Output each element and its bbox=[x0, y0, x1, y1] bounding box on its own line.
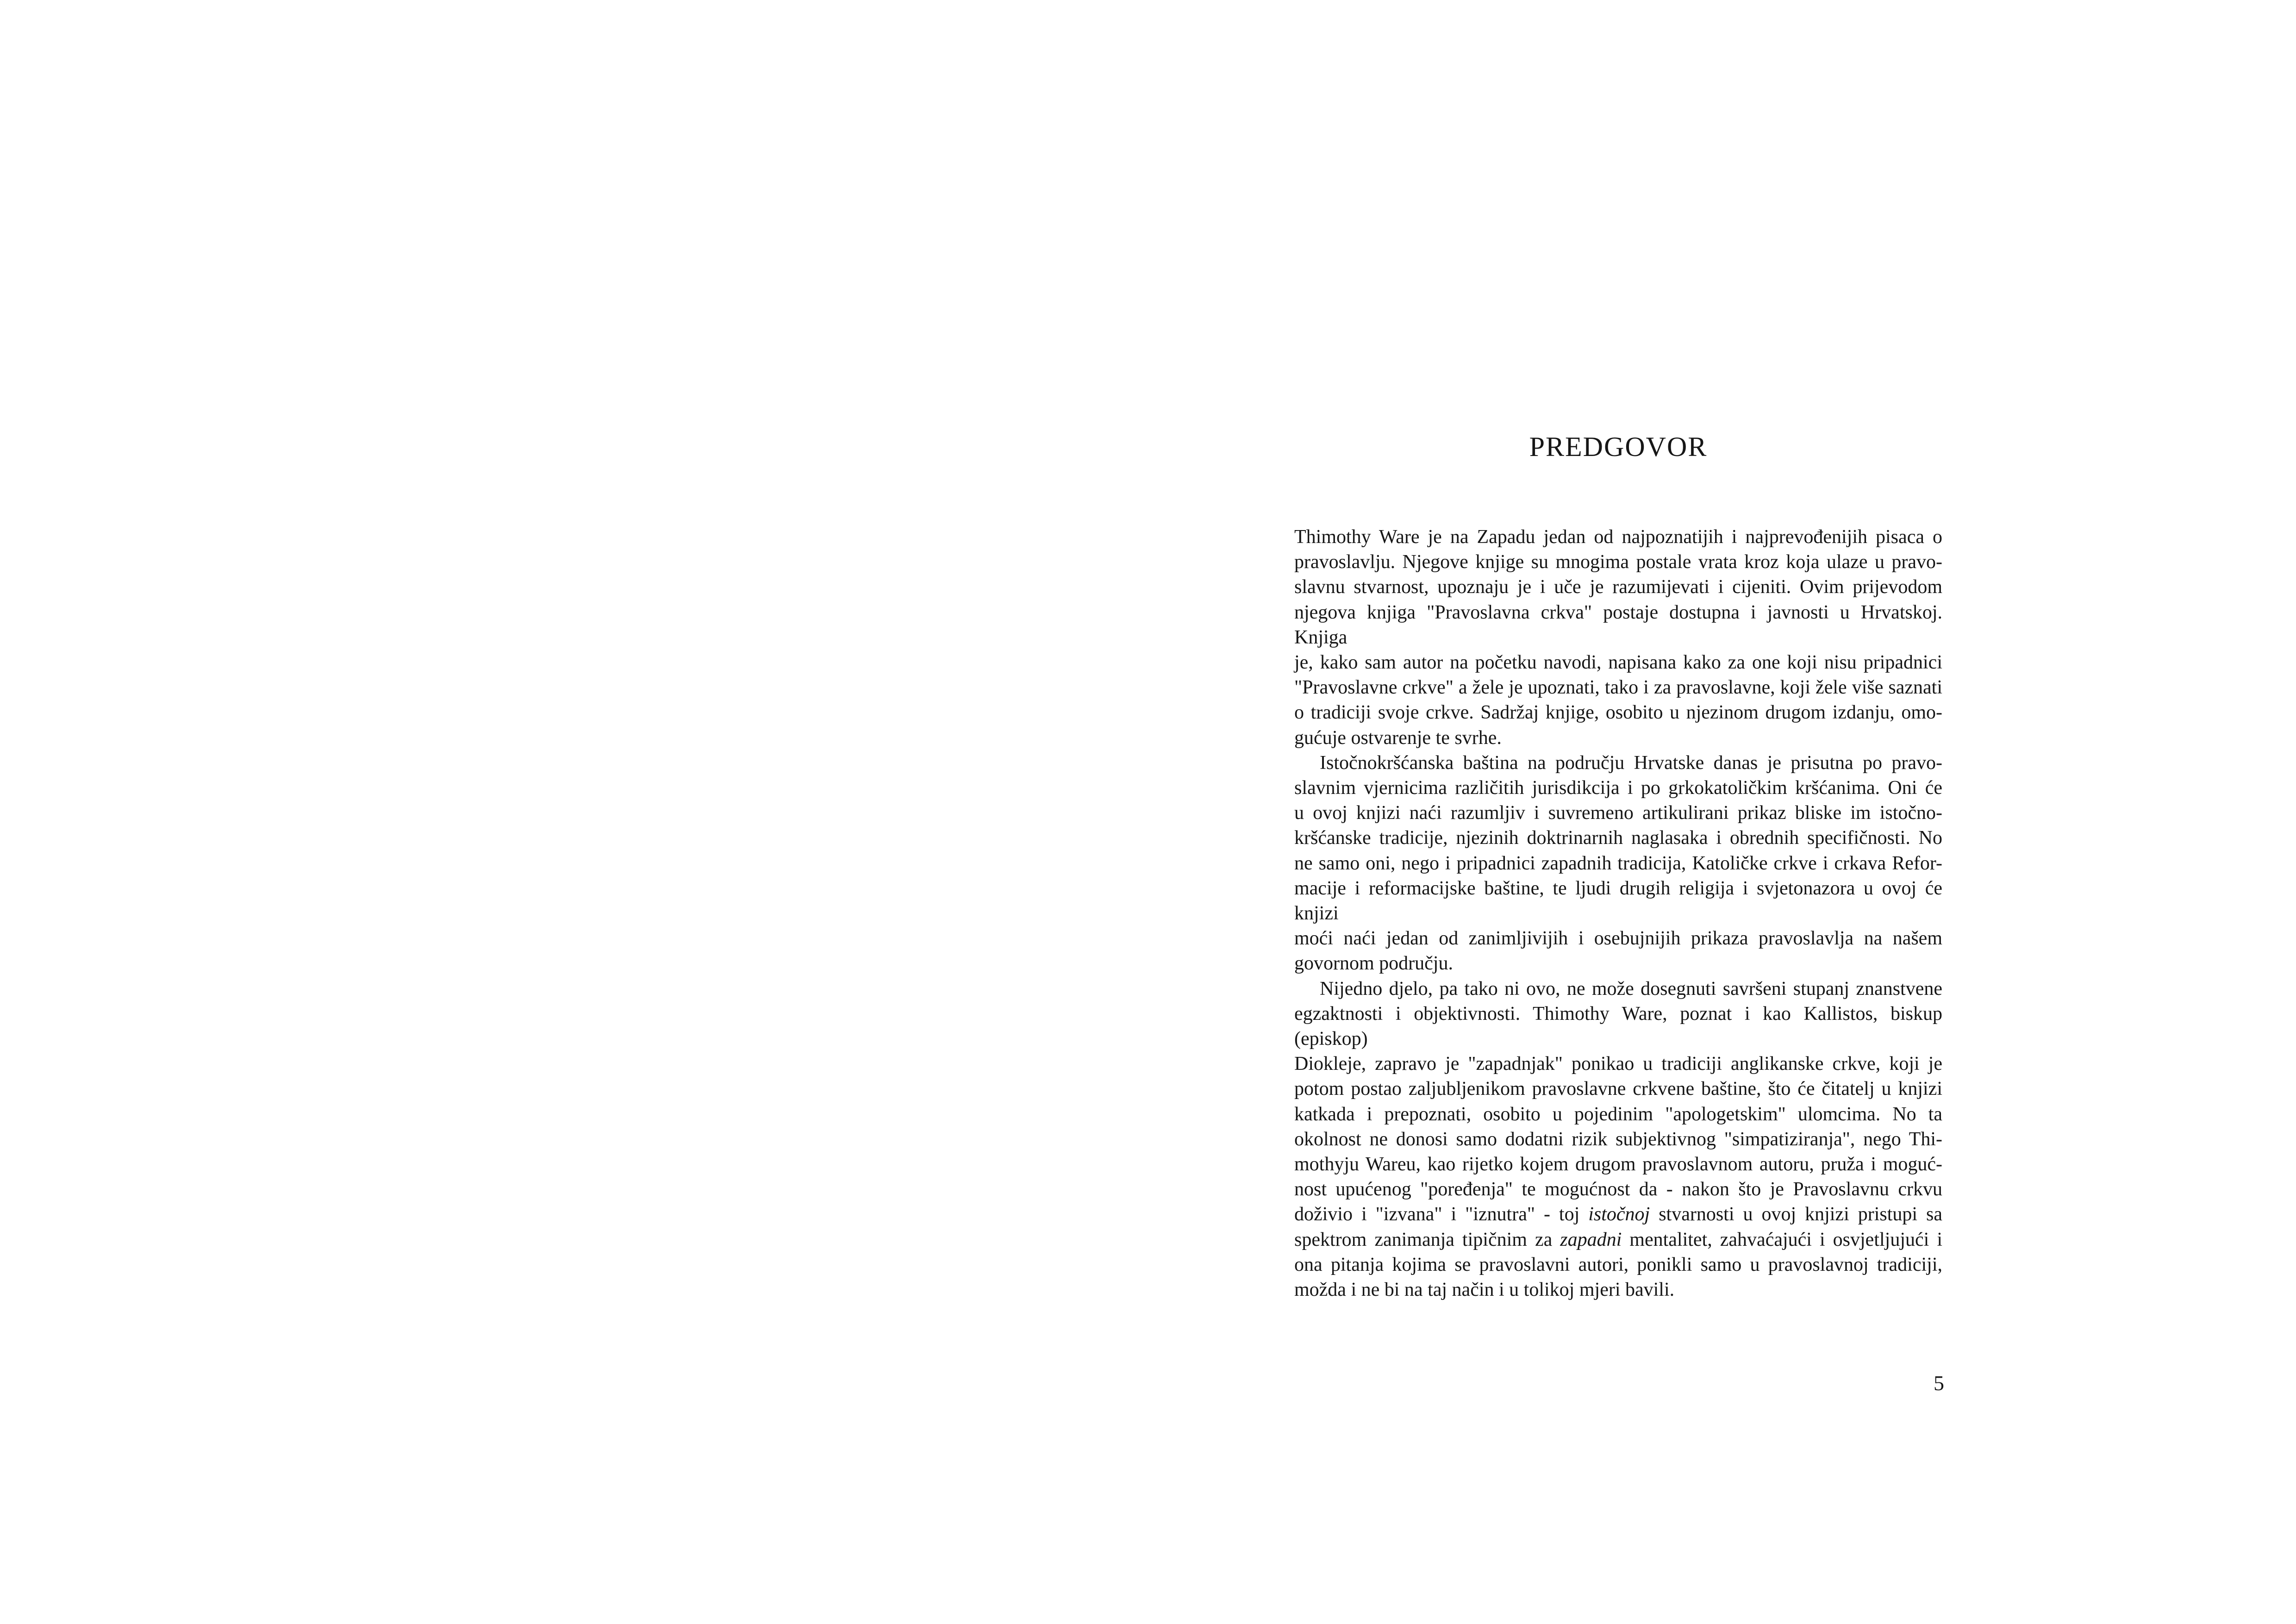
text-line: Diokleje, zapravo je "zapadnjak" ponikao u tradiciji anglikanske crkve, koji je bbox=[1294, 1053, 1942, 1075]
text-line: Thimothy Ware je na Zapadu jedan od najpoznatijih i najprevođenijih pisaca o bbox=[1294, 526, 1942, 548]
text-line: ne samo oni, nego i pripadnici zapadnih tradicija, Katoličke crkve i crkava Refor- bbox=[1294, 852, 1942, 874]
text-segment: mentalitet, zahvaćajući i osvjetljujući i bbox=[1622, 1229, 1943, 1250]
text-line: nost upućenog "poređenja" te mogućnost da - nakon što je Pravoslavnu crkvu bbox=[1294, 1179, 1942, 1200]
text-line-with-italic bbox=[1294, 1227, 1942, 1252]
text-line: katkada i prepoznati, osobito u pojedinim "apologetskim" ulomcima. No ta bbox=[1294, 1103, 1942, 1125]
text-segment: spektrom zanimanja tipičnim za bbox=[1294, 1229, 1560, 1250]
text-line: egzaktnosti i objektivnosti. Thimothy Ware, poznat i kao Kallistos, biskup (episkop) bbox=[1294, 1003, 1942, 1050]
italic-word: zapadni bbox=[1560, 1229, 1622, 1250]
text-line: govornom području. bbox=[1294, 953, 1453, 974]
text-line: gućuje ostvarenje te svrhe. bbox=[1294, 727, 1502, 749]
text-line: u ovoj knjizi naći razumljiv i suvremeno artikulirani prikaz bliske im istočno- bbox=[1294, 802, 1942, 824]
paragraph-1 bbox=[1294, 525, 1942, 750]
text-line: Istočnokršćanska baština na području Hrvatske danas je prisutna po pravo- bbox=[1320, 752, 1942, 774]
text-line: kršćanske tradicije, njezinih doktrinarnih naglasaka i obrednih specifičnosti. No bbox=[1294, 827, 1942, 849]
text-line-with-italic bbox=[1294, 1202, 1942, 1227]
text-line: možda i ne bi na taj način i u tolikoj mjeri bavili. bbox=[1294, 1279, 1675, 1301]
page-number: 5 bbox=[1934, 1371, 1944, 1395]
text-line: potom postao zaljubljenikom pravoslavne crkvene baštine, što će čitatelj u knjizi bbox=[1294, 1078, 1942, 1100]
text-line: Nijedno djelo, pa tako ni ovo, ne može dosegnuti savršeni stupanj znanstvene bbox=[1320, 978, 1942, 999]
text-segment: stvarnosti u ovoj knjizi pristupi sa bbox=[1650, 1204, 1943, 1225]
text-line: je, kako sam autor na početku navodi, napisana kako za one koji nisu pripadnici bbox=[1294, 652, 1942, 674]
text-line: o tradiciji svoje crkve. Sadržaj knjige, osobito u njezinom drugom izdanju, omo- bbox=[1294, 702, 1942, 724]
text-line: njegova knjiga "Pravoslavna crkva" postaje dostupna i javnosti u Hrvatskoj. Knjiga bbox=[1294, 601, 1942, 648]
italic-word: istočnoj bbox=[1588, 1204, 1650, 1225]
text-line: slavnim vjernicima različitih jurisdikcija i po grkokatoličkim kršćanima. Oni će bbox=[1294, 777, 1942, 799]
text-line: mothyju Wareu, kao rijetko kojem drugom pravoslavnom autoru, pruža i moguć- bbox=[1294, 1154, 1942, 1175]
right-page bbox=[1148, 0, 2296, 1624]
text-line: moći naći jedan od zanimljivijih i osebujnijih prikaza pravoslavlja na našem bbox=[1294, 928, 1942, 949]
body-text bbox=[1294, 525, 1942, 1312]
text-line: pravoslavlju. Njegove knjige su mnogima postale vrata kroz koja ulaze u pravo- bbox=[1294, 551, 1942, 573]
paragraph-2 bbox=[1294, 750, 1942, 976]
text-segment: doživio i "izvana" i "iznutra" - toj bbox=[1294, 1204, 1589, 1225]
paragraph-3 bbox=[1294, 976, 1942, 1303]
text-line: okolnost ne donosi samo dodatni rizik subjektivnog "simpatiziranja", nego Thi- bbox=[1294, 1128, 1942, 1150]
text-line: slavnu stvarnost, upoznaju je i uče je razumijevati i cijeniti. Ovim prijevodom bbox=[1294, 576, 1942, 598]
text-line: "Pravoslavne crkve" a žele je upoznati, tako i za pravoslavne, koji žele više saznati bbox=[1294, 677, 1942, 699]
chapter-title: PREDGOVOR bbox=[1529, 431, 1708, 462]
text-line: ona pitanja kojima se pravoslavni autori, ponikli samo u pravoslavnoj tradiciji, bbox=[1294, 1254, 1942, 1275]
text-line: macije i reformacijske baštine, te ljudi drugih religija i svjetonazora u ovoj će knjizi bbox=[1294, 877, 1942, 924]
